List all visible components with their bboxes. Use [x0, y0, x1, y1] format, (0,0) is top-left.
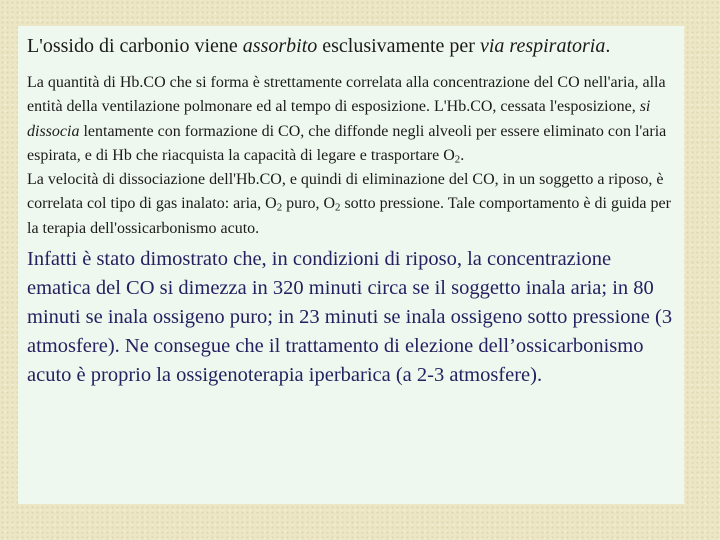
intro-text-b: esclusivamente per — [317, 35, 480, 57]
intro-italic-assorbito: assorbito — [242, 35, 318, 57]
subscript-2: 2 — [454, 153, 461, 166]
intro-italic-via-respiratoria: via respiratoria — [479, 35, 606, 57]
subscript-2: 2 — [276, 202, 283, 215]
content-panel — [18, 26, 684, 504]
detail-text-b: lentamente con formazione di CO, che diffonde negli alveoli per essere eliminato con l'aria espirata, e di Hb che riacquista la capacità di legare e trasportare O — [27, 122, 667, 164]
detail-text-e: puro, O — [282, 195, 336, 213]
intro-text-a: L'ossido di carbonio viene — [27, 35, 243, 57]
intro-paragraph — [27, 32, 676, 61]
intro-text-c: . — [605, 35, 611, 57]
detail-paragraph — [27, 71, 676, 241]
detail-text-d: La velocità di dissociazione dell'Hb.CO, e quindi di eliminazione del CO, in un soggetto a riposo, è correlata col tipo di gas inalato: aria, O — [27, 171, 664, 213]
detail-text-c: . — [460, 146, 465, 164]
conclusion-paragraph: Infatti è stato dimostrato che, in condizioni di riposo, la concentrazione ematica del CO si dimezza in 320 minuti circa se il soggetto inala aria; in 80 minuti se inala ossigeno puro; in 23 minuti se inala ossigeno sotto pressione (3 atmosfere). Ne consegue che il trattamento di elezione dell’ossicarbonismo acuto è proprio la ossigenoterapia iperbarica (a 2-3 atmosfere). — [27, 248, 673, 387]
detail-text-f: sotto pressione. Tale comportamento è di guida per la terapia dell'ossicarbonismo acuto. — [27, 195, 671, 237]
detail-italic-si-dissocia: si dissocia — [27, 98, 651, 140]
subscript-2: 2 — [335, 202, 341, 215]
detail-text-a: La quantità di Hb.CO che si forma è strettamente correlata alla concentrazione del CO nell'aria, alla entità della ventilazione polmonare ed al tempo di esposizione. L'Hb.CO, cessata l'esposizione, — [27, 74, 666, 116]
